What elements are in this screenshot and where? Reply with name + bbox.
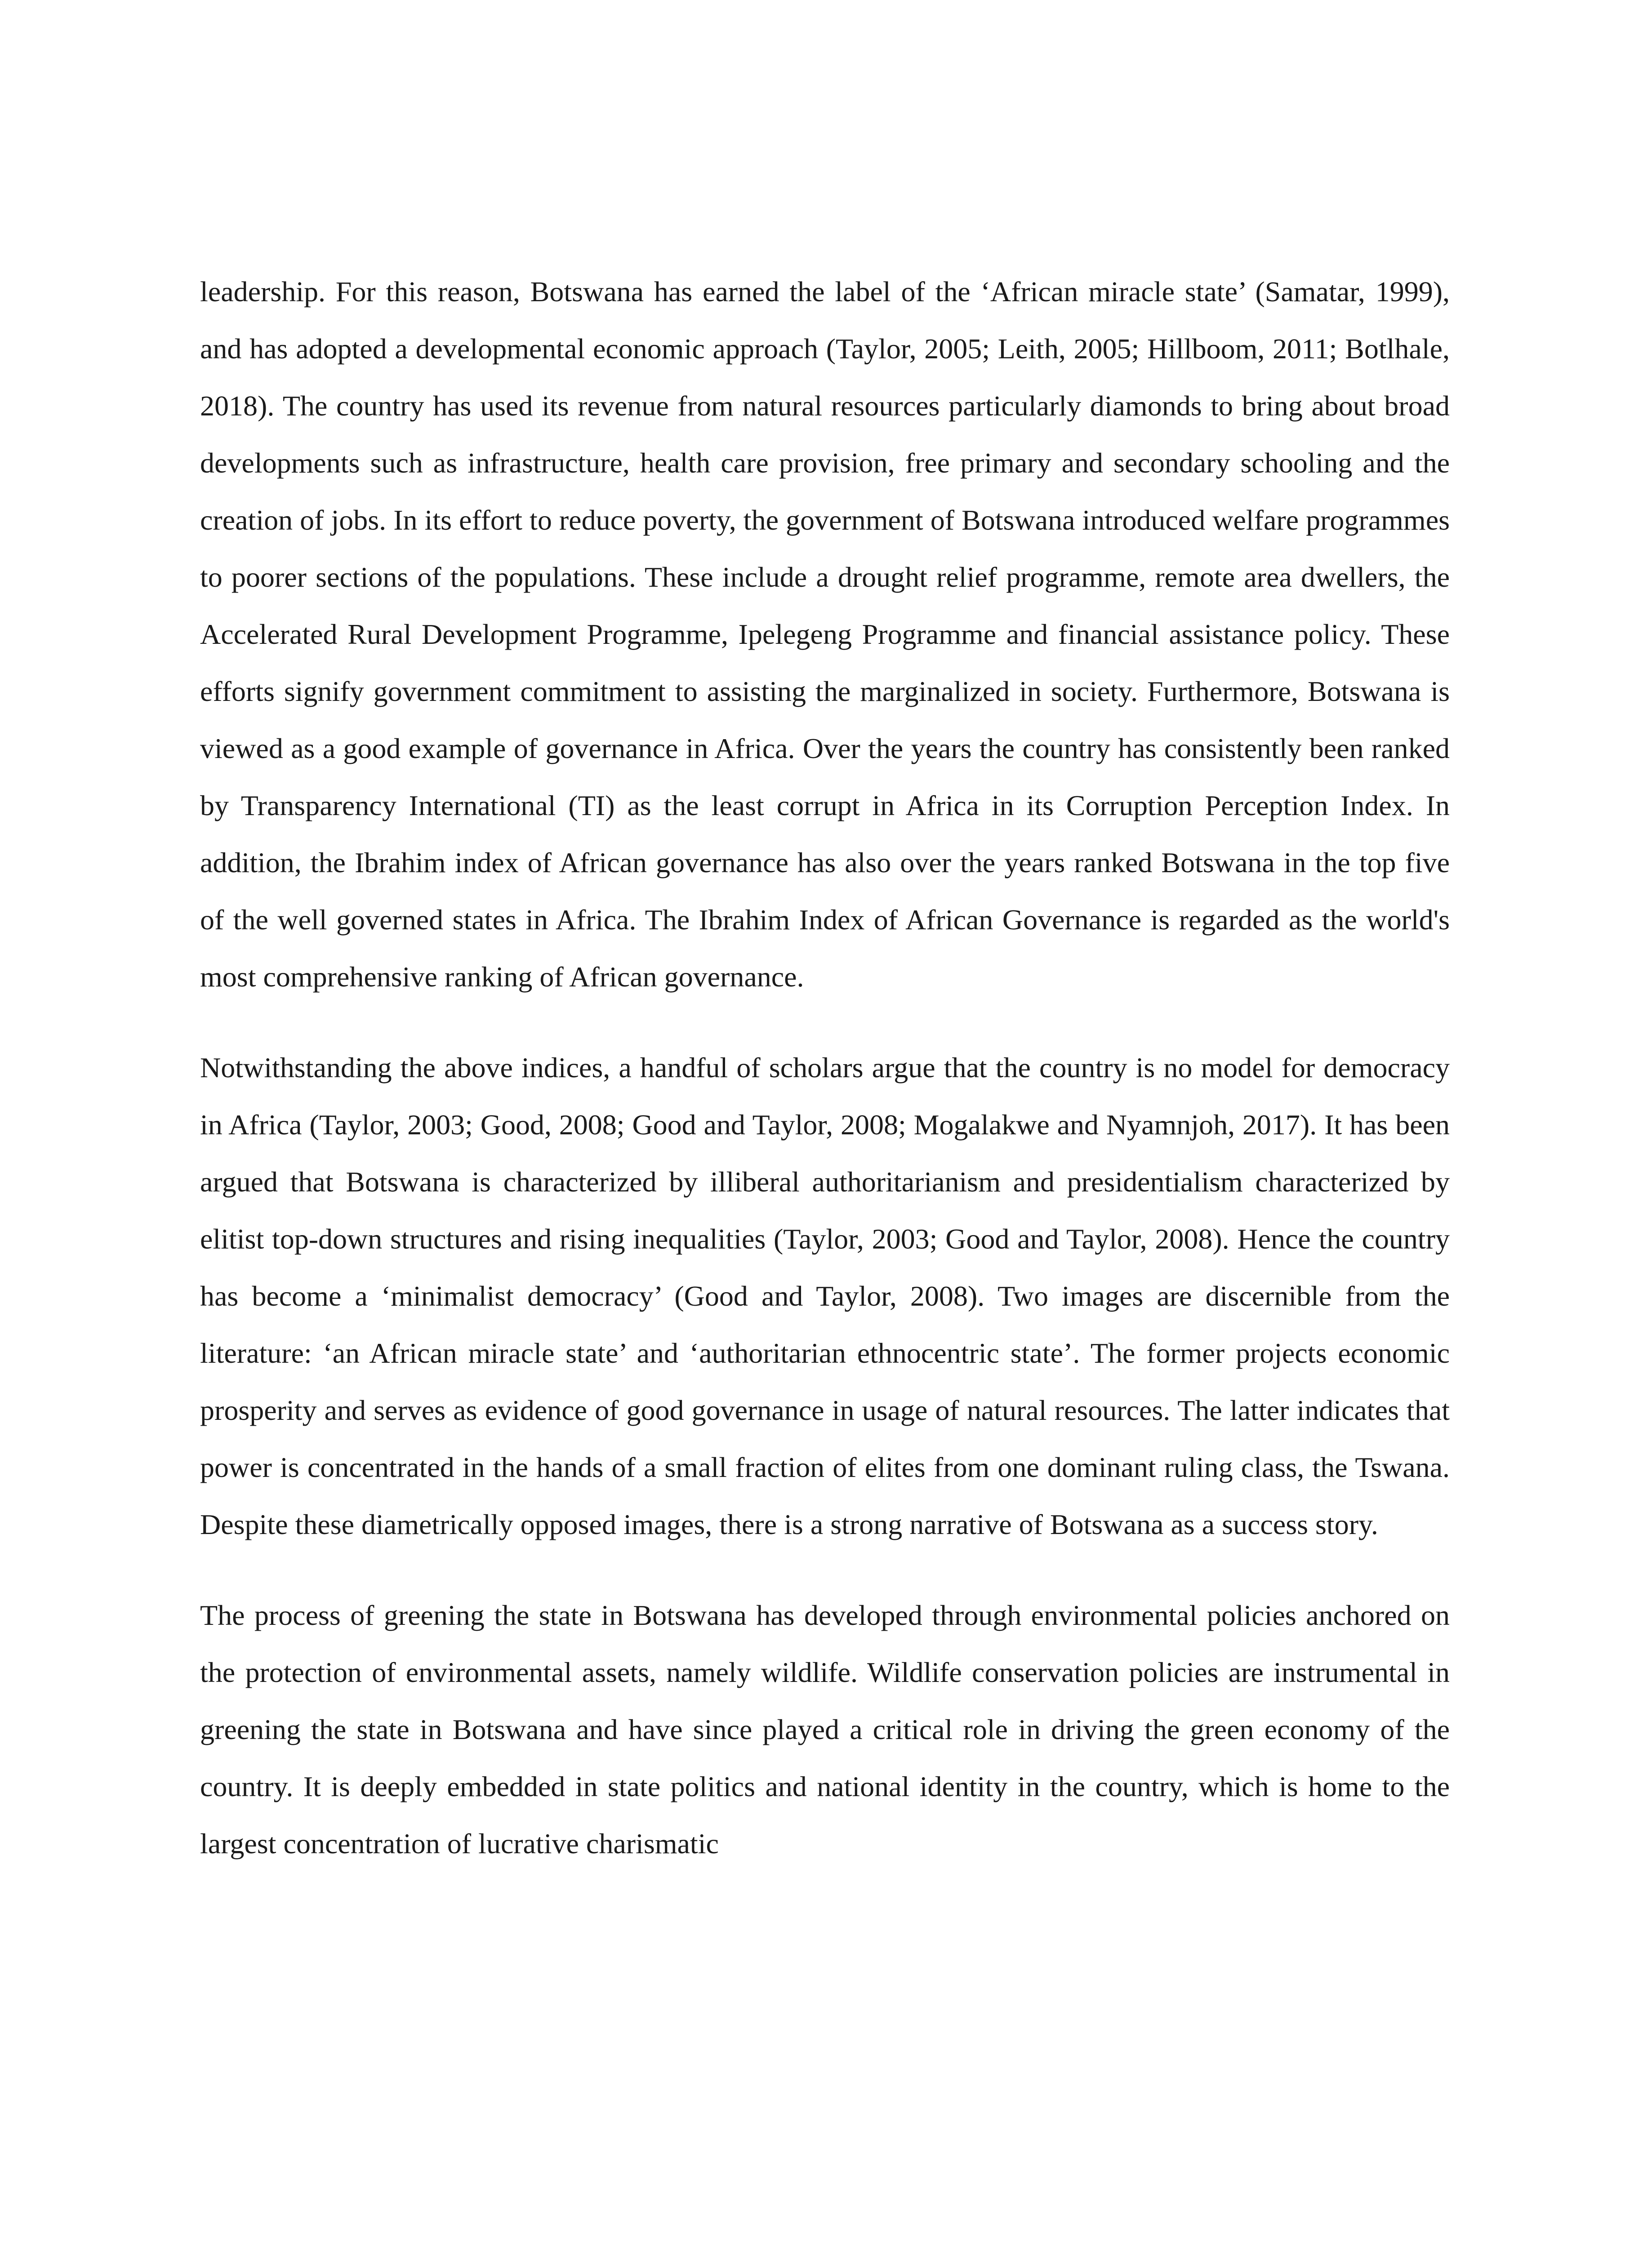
body-text [200, 263, 1450, 1872]
paragraph-1: leadership. For this reason, Botswana has earned the label of the ‘African miracle state’ (Samatar, 1999), and has adopted a developmental economic approach (Taylor, 2005; Leith, 2005; Hillboom, 2011; Botlhale, 2018). The country has used its revenue from natural resources particularly diamonds to bring about broad developments such as infrastructure, health care provision, free primary and secondary schooling and the creation of jobs. In its effort to reduce poverty, the government of Botswana introduced welfare programmes to poorer sections of the populations. These include a drought relief programme, remote area dwellers, the Accelerated Rural Development Programme, Ipelegeng Programme and financial assistance policy. These efforts signify government commitment to assisting the marginalized in society. Furthermore, Botswana is viewed as a good example of governance in Africa. Over the years the country has consistently been ranked by Transparency International (TI) as the least corrupt in Africa in its Corruption Perception Index. In addition, the Ibrahim index of African governance has also over the years ranked Botswana in the top five of the well governed states in Africa. The Ibrahim Index of African Governance is regarded as the world's most comprehensive ranking of African governance. [200, 276, 1450, 993]
paragraph-3: The process of greening the state in Botswana has developed through environmental policies anchored on the protection of environmental assets, namely wildlife. Wildlife conservation policies are instrumental in greening the state in Botswana and have since played a critical role in driving the green economy of the country. It is deeply embedded in state politics and national identity in the country, which is home to the largest concentration of lucrative charismatic [200, 1599, 1450, 1860]
paragraph-2: Notwithstanding the above indices, a handful of scholars argue that the country is no model for democracy in Africa (Taylor, 2003; Good, 2008; Good and Taylor, 2008; Mogalakwe and Nyamnjoh, 2017). It has been argued that Botswana is characterized by illiberal authoritarianism and presidentialism characterized by elitist top-down structures and rising inequalities (Taylor, 2003; Good and Taylor, 2008). Hence the country has become a ‘minimalist democracy’ (Good and Taylor, 2008). Two images are discernible from the literature: ‘an African miracle state’ and ‘authoritarian ethnocentric state’. The former projects economic prosperity and serves as evidence of good governance in usage of natural resources. The latter indicates that power is concentrated in the hands of a small fraction of elites from one dominant ruling class, the Tswana. Despite these diametrically opposed images, there is a strong narrative of Botswana as a success story. [200, 1052, 1450, 1540]
